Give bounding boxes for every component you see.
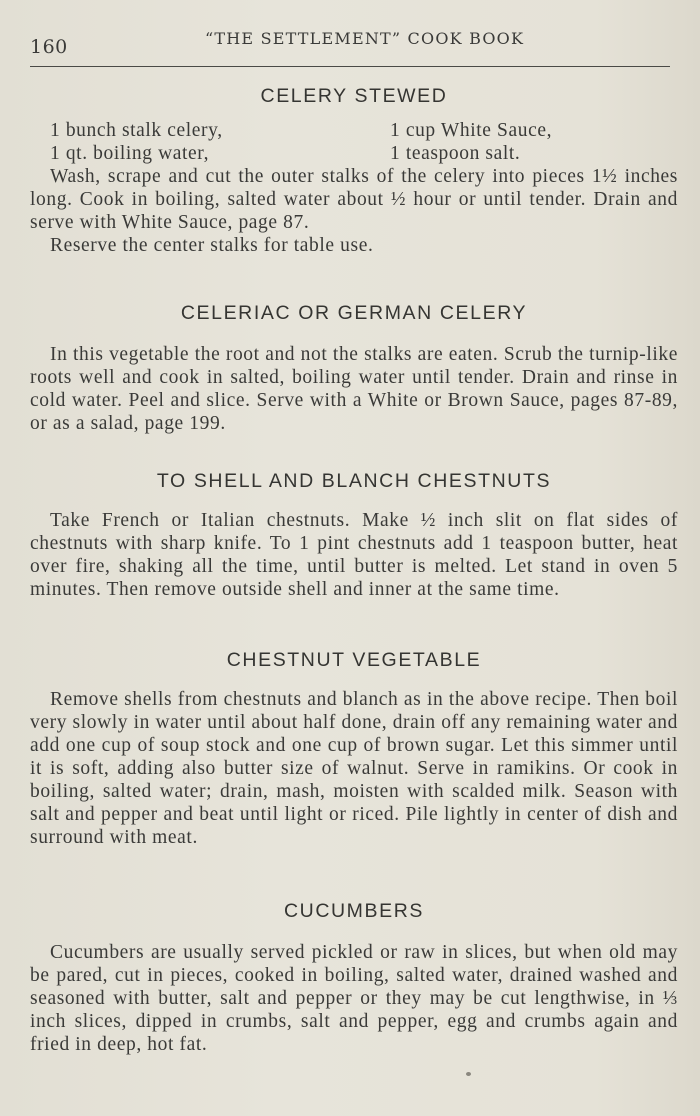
section-title: TO SHELL AND BLANCH CHESTNUTS [156,470,552,492]
ingredient-item: 1 bunch stalk celery, [50,120,223,141]
page-header [30,26,670,60]
recipe-note: Reserve the center stalks for table use. [50,235,374,256]
section-celeriac [30,302,678,435]
section-title: CHESTNUT VEGETABLE [226,649,482,671]
section-cucumbers [30,900,678,1056]
section-title: CELERIAC OR GERMAN CELERY [180,302,528,324]
section-title: CUCUMBERS [283,900,425,922]
page-number: 160 [30,36,68,58]
ingredient-item: 1 teaspoon salt. [390,143,521,164]
recipe-body: Take French or Italian chestnuts. Make ½ inch slit on flat sides of chestnuts with sharp knife. To 1 pint chestnuts add 1 teaspoon butter, heat over fire, shaking all the time, until butter is melted. Let stand in oven 5 minutes. Then remove outside shell and inner at the same time. [30,510,678,600]
recipe-body: In this vegetable the root and not the stalks are eaten. Scrub the turnip-like roots well and cook in salted, boiling water until tender. Drain and rinse in cold water. Peel and slice. Serve with a White or Brown Sauce, pages 87-89, or as a salad, page 199. [30,344,678,434]
section-chestnuts [30,470,678,601]
header-rule [30,66,670,67]
section-chestnut-vegetable [30,649,678,849]
ingredient-item: 1 qt. boiling water, [50,143,210,164]
section-celery-stewed [30,85,678,257]
section-title: CELERY STEWED [260,85,448,107]
recipe-body: Wash, scrape and cut the outer stalks of the celery into pieces 1½ inches long. Cook in boiling, salted water about ½ hour or until tender. Drain and serve with White Sauce, page 87. [30,166,678,233]
ink-speck [466,1072,471,1076]
running-title: “THE SETTLEMENT” COOK BOOK [205,29,525,48]
ingredient-item: 1 cup White Sauce, [390,120,553,141]
recipe-body: Cucumbers are usually served pickled or raw in slices, but when old may be pared, cut in pieces, cooked in boiling, salted water, drained washed and seasoned with butter, salt and pepper or they may be cut lengthwise, in ⅓ inch slices, dipped in crumbs, salt and pepper, egg and crumbs again and fried in deep, hot fat. [30,942,678,1055]
ingredient-list [30,119,678,165]
recipe-body: Remove shells from chestnuts and blanch as in the above recipe. Then boil very slowly in water until about half done, drain off any remaining water and add one cup of soup stock and one cup of brown sugar. Let this simmer until it is soft, adding also butter size of walnut. Serve in ramikins. Or cook in boiling, salted water; drain, mash, moisten with scalded milk. Season with salt and pepper and beat until light or riced. Pile lightly in center of dish and surround with meat. [30,689,678,848]
